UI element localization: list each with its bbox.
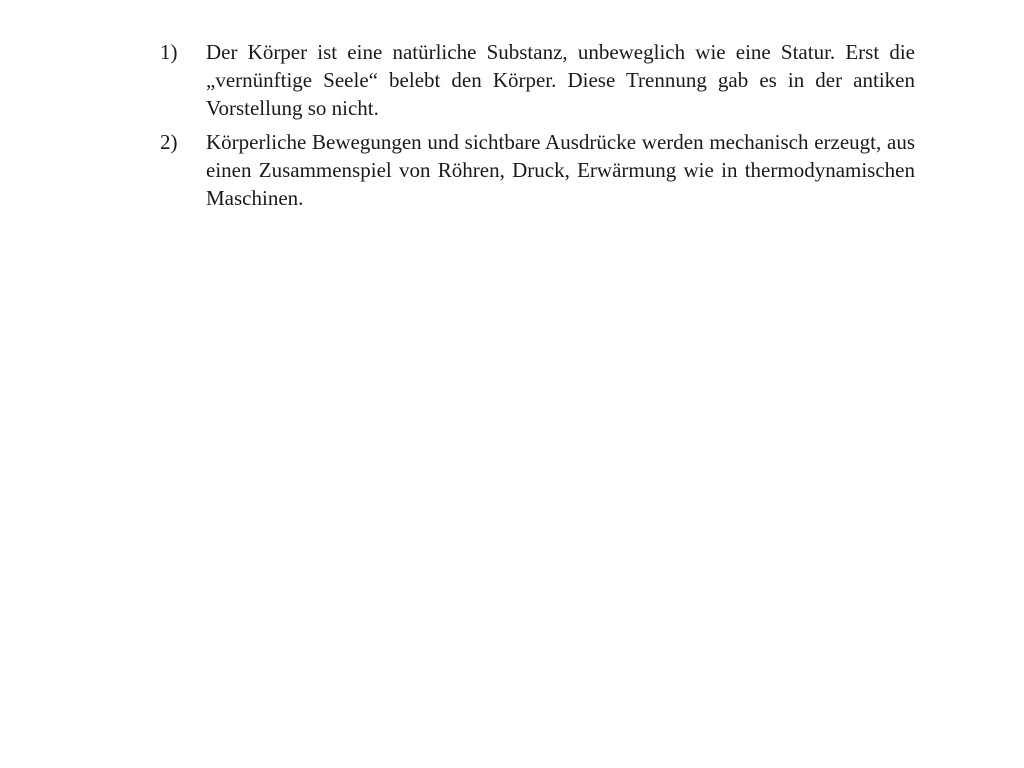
list-item (160, 128, 915, 212)
list-item-number: 2) (160, 130, 178, 154)
list-item-text: Körperliche Bewegungen und sichtbare Ausdrücke werden mechanisch erzeugt, aus einen Zusammenspiel von Röhren, Druck, Erwärmung wie in thermodynamischen Maschinen. (206, 130, 915, 210)
list-item-number: 1) (160, 40, 178, 64)
numbered-list (160, 38, 915, 218)
list-item-text: Der Körper ist eine natürliche Substanz, unbeweglich wie eine Statur. Erst die „vernünftige Seele“ belebt den Körper. Diese Trennung gab es in der antiken Vorstellung so nicht. (206, 40, 915, 120)
list-item (160, 38, 915, 122)
